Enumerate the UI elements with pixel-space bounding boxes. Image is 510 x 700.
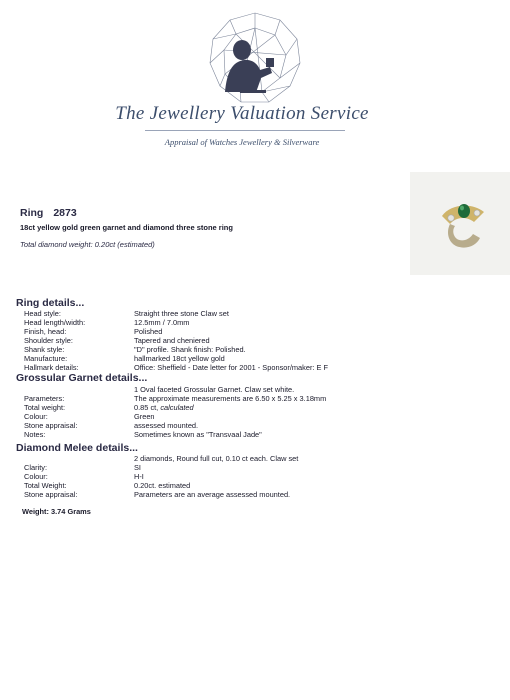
ring-details-heading: Ring details... [16,297,85,309]
item-number: 2873 [53,207,77,219]
total-diamond-weight: Total diamond weight: 0.20ct (estimated) [20,240,155,249]
diamond-intro: 2 diamonds, Round full cut, 0.10 ct each. Claw set [134,454,299,463]
ring-photo [410,172,510,275]
brand-tagline: Appraisal of Watches Jewellery & Silverware [164,137,320,147]
garnet-details-heading: Grossular Garnet details... [16,372,148,384]
brand-divider [145,130,345,131]
item-type: Ring [20,207,44,219]
item-title [20,207,87,219]
brand-name: The Jewellery Valuation Service [115,103,369,124]
item-weight: Weight: 3.74 Grams [22,507,91,516]
logo-emblem [200,10,310,110]
ring-illustration [410,172,510,275]
diamond-details-heading: Diamond Melee details... [16,442,138,454]
garnet-intro: 1 Oval faceted Grossular Garnet. Claw set white. [134,385,295,394]
item-description: 18ct yellow gold green garnet and diamond three stone ring [20,223,233,232]
